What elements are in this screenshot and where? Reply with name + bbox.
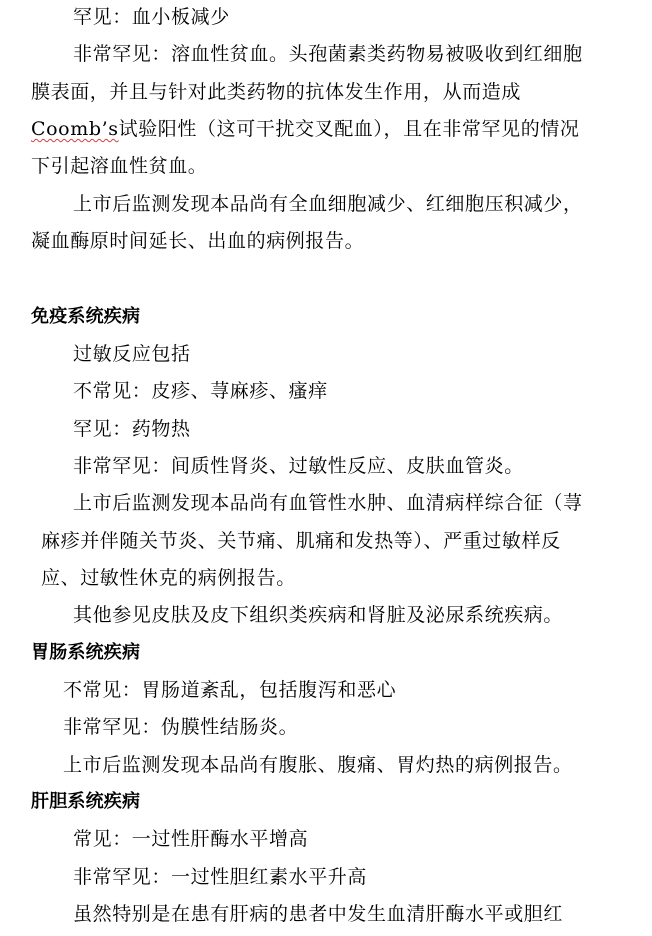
text-line-prothrombin-time: 凝血酶原时间延长、出血的病例报告。: [31, 230, 365, 252]
coombs-term: Coomb’s: [31, 118, 119, 140]
text-line-very-rare-hemolytic-anemia: 非常罕见：溶血性贫血。头孢菌素类药物易被吸收到红细胞: [73, 43, 583, 65]
text-line-postmarketing-pancytopenia: 上市后监测发现本品尚有全血细胞减少、红细胞压积减少，: [73, 193, 583, 215]
text-line-allergic-reactions: 过敏反应包括: [73, 343, 191, 365]
text-line-very-rare-colitis: 非常罕见：伪膜性结肠炎。: [63, 716, 299, 738]
text-line-anaphylactic-shock: 应、过敏性休克的病例报告。: [41, 567, 296, 589]
text-line-uncommon-gi-disorders: 不常见：胃肠道紊乱，包括腹泻和恶心: [63, 679, 397, 701]
text-line-rare-thrombocytopenia: 罕见：血小板减少: [73, 6, 230, 28]
text-line-rare-drug-fever: 罕见：药物热: [73, 418, 191, 440]
section-heading-immune-system: 免疫系统疾病: [31, 306, 141, 327]
text-line-cause-hemolytic-anemia: 下引起溶血性贫血。: [31, 155, 208, 177]
text-line-urticaria-arthritis: 麻疹并伴随关节炎、关节痛、肌痛和发热等）、严重过敏样反: [41, 530, 561, 552]
text-line-common-liver-enzymes: 常见：一过性肝酶水平增高: [73, 828, 309, 850]
coombs-test-text: 试验阳性（这可干扰交叉配血），且在非常罕见的情况: [118, 118, 580, 140]
text-line-postmarketing-bloating: 上市后监测发现本品尚有腹胀、腹痛、胃灼热的病例报告。: [63, 754, 573, 776]
text-line-very-rare-bilirubin: 非常罕见：一过性胆红素水平升高: [73, 866, 368, 888]
text-line-liver-disease-patients: 虽然特别是在患有肝病的患者中发生血清肝酶水平或胆红: [73, 903, 564, 925]
section-heading-gastrointestinal: 胃肠系统疾病: [31, 642, 141, 663]
text-line-very-rare-nephritis: 非常罕见：间质性肾炎、过敏性反应、皮肤血管炎。: [73, 455, 524, 477]
text-line-membrane-surface: 膜表面，并且与针对此类药物的抗体发生作用，从而造成: [31, 81, 522, 103]
text-line-see-also: 其他参见皮肤及皮下组织类疾病和肾脏及泌尿系统疾病。: [73, 604, 564, 626]
text-line-uncommon-rash: 不常见：皮疹、荨麻疹、瘙痒: [73, 380, 328, 402]
text-line-coombs: [31, 117, 580, 141]
text-line-postmarketing-angioedema: 上市后监测发现本品尚有血管性水肿、血清病样综合征（荨: [73, 492, 583, 514]
section-heading-hepatobiliary: 肝胆系统疾病: [31, 791, 141, 812]
